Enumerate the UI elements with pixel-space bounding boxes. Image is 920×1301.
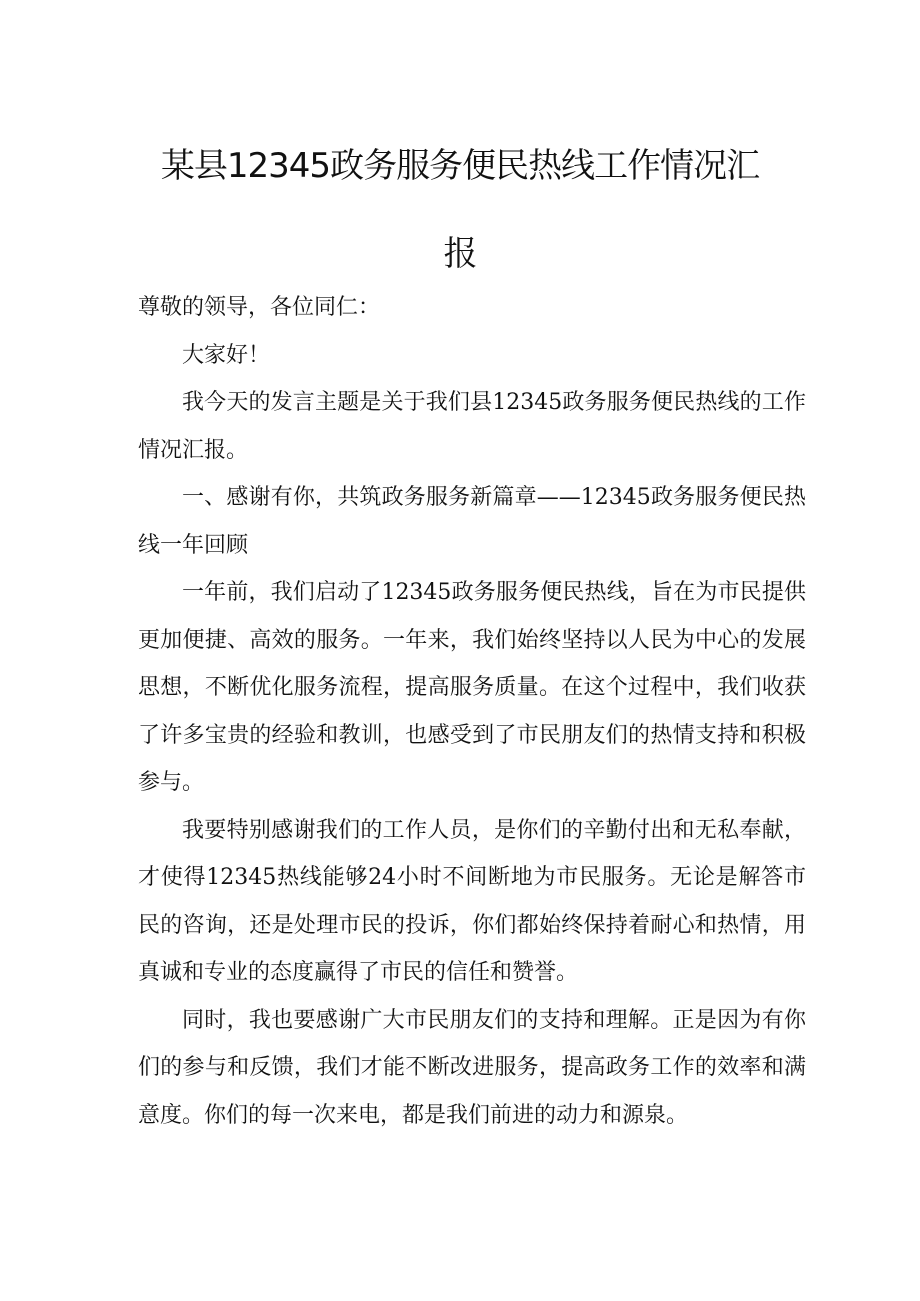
document-title-line-2: 报 xyxy=(443,234,477,274)
paragraph-thanks-staff: 我要特别感谢我们的工作人员，是你们的辛勤付出和无私奉献，才使得12345热线能够24小时不间断地为市民服务。无论是解答市民的咨询，还是处理市民的投诉，你们都始终保持着耐心和热情，用真诚和专业的态度赢得了市民的信任和赞誉。 xyxy=(138,817,806,985)
paragraph-review: 一年前，我们启动了12345政务服务便民热线，旨在为市民提供更加便捷、高效的服务。一年来，我们始终坚持以人民为中心的发展思想，不断优化服务流程，提高服务质量。在这个过程中，我们收获了许多宝贵的经验和教训，也感受到了市民朋友们的热情支持和积极参与。 xyxy=(138,580,806,795)
section-heading-1: 一、感谢有你，共筑政务服务新篇章——12345政务服务便民热线一年回顾 xyxy=(138,485,806,558)
paragraph-thanks-citizens: 同时，我也要感谢广大市民朋友们的支持和理解。正是因为有你们的参与和反馈，我们才能不断改进服务，提高政务工作的效率和满意度。你们的每一次来电，都是我们前进的动力和源泉。 xyxy=(138,1007,806,1128)
document-title-line-1: 某县12345政务服务便民热线工作情况汇 xyxy=(160,146,760,186)
document-body xyxy=(138,284,806,1139)
paragraph-intro: 我今天的发言主题是关于我们县12345政务服务便民热线的工作情况汇报。 xyxy=(138,390,806,463)
greeting: 大家好！ xyxy=(182,342,271,368)
salutation: 尊敬的领导，各位同仁： xyxy=(138,295,381,320)
